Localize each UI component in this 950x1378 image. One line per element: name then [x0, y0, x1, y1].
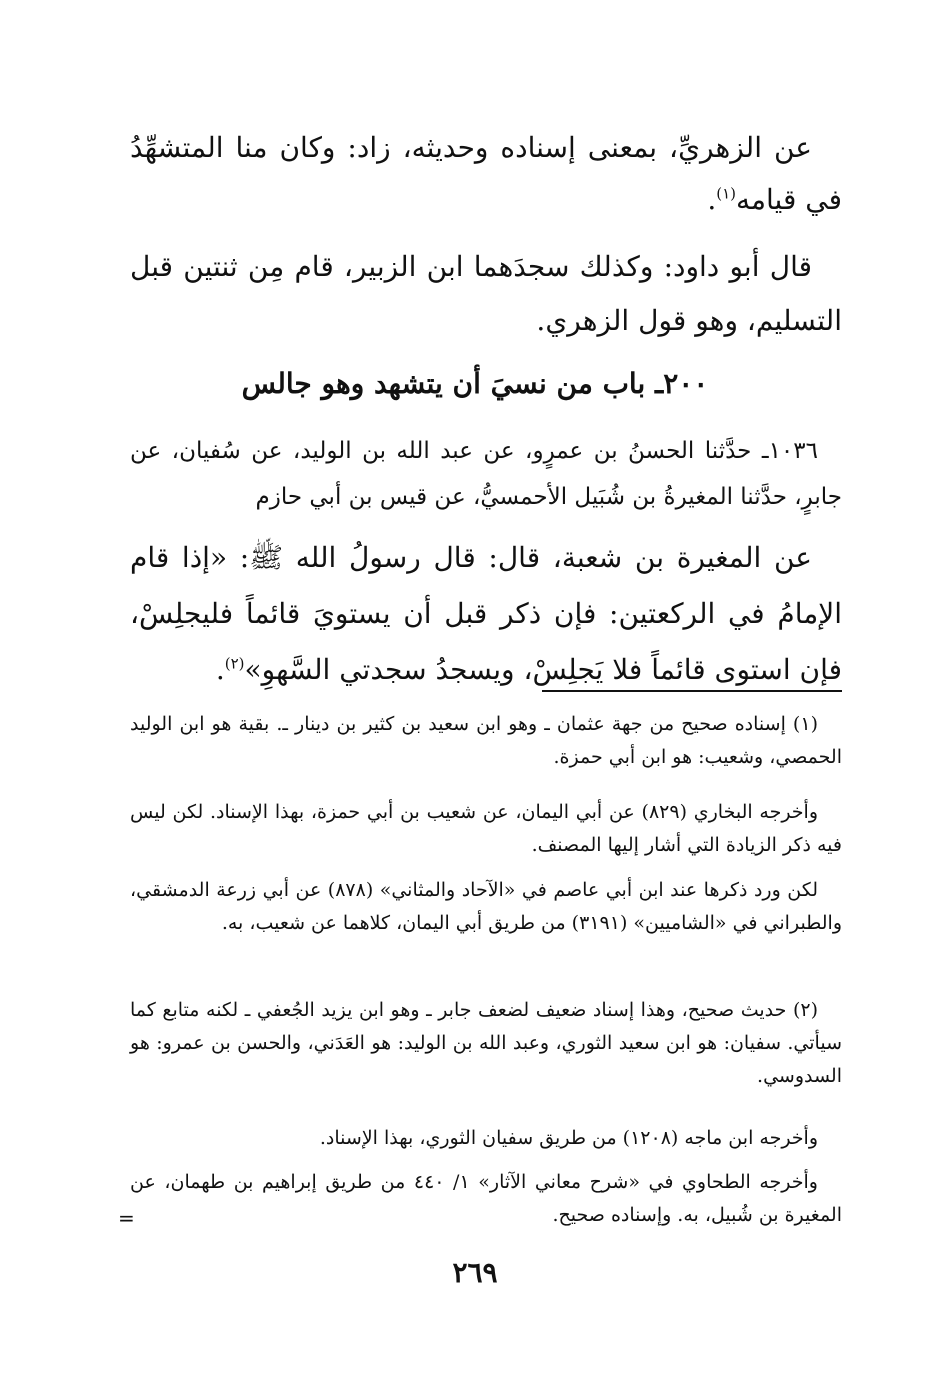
- footnote: (٢) حديث صحيح، وهذا إسناد ضعيف لضعف جابر ـ وهو ابن يزيد الجُعفي ـ لكنه متابع كما سيأتي. سفيان: هو ابن سعيد الثوري، وعبد الله بن الوليد: هو العَدَني، والحسن بن عمرو: هو السدوسي.: [130, 999, 842, 1087]
- footnote: وأخرجه البخاري (٨٢٩) عن أبي اليمان، عن شعيب بن أبي حمزة، بهذا الإسناد. لكن ليس فيه ذكر الزيادة التي أشار إليها المصنف.: [130, 801, 842, 856]
- chapter-heading: ٢٠٠ـ باب من نسيَ أن يتشهد وهو جالس: [241, 367, 709, 400]
- paragraph-abu-dawud: قال أبو داود: وكذلك سجدَهما ابن الزبير، قام مِن ثنتين قبل التسليم، وهو قول الزهري.: [130, 250, 842, 337]
- footnote: وأخرجه الطحاوي في «شرح معاني الآثار» ١/ ٤٤٠ من طريق إبراهيم بن طهمان، عن المغيرة بن شُبيل، به. وإسناده صحيح.: [130, 1171, 842, 1226]
- hadith-matn-text: عن المغيرة بن شعبة، قال: قال رسولُ الله ﷺ: «إذا قام الإمامُ في الركعتين: فإن ذكر قبل أن يستويَ قائماً فليجلِسْ، فإن استوى قائماً فلا يَجلِسْ، ويسجدُ سجدتي السَّهوِ»: [130, 541, 842, 686]
- footnote: وأخرجه ابن ماجه (١٢٠٨) من طريق سفيان الثوري، بهذا الإسناد.: [319, 1127, 818, 1149]
- footnote-reference: (١): [716, 184, 736, 203]
- footnote-reference: (٢): [224, 654, 245, 673]
- continuation-mark: =: [118, 1206, 135, 1230]
- paragraph-text: عن الزهريِّ، بمعنى إسناده وحديثه، زاد: وكان منا المتشهِّدُ في قيامه: [130, 131, 842, 216]
- footnote: (١) إسناده صحيح من جهة عثمان ـ وهو ابن سعيد بن كثير بن دينار ـ. بقية هو ابن الوليد الحمصي، وشعيب: هو ابن أبي حمزة.: [130, 713, 842, 768]
- hadith-isnad: ١٠٣٦ـ حدَّثنا الحسنُ بن عمرٍو، عن عبد الله بن الوليد، عن سُفيان، عن جابرٍ، حدَّثنا المغيرةُ بن شُبَيل الأحمسيُّ، عن قيس بن أبي حازم: [130, 438, 842, 510]
- hadith-matn: [130, 530, 842, 698]
- paragraph-continuation: [130, 122, 842, 226]
- hadith-matn-end: .: [215, 653, 225, 686]
- footnote-separator: [542, 690, 842, 692]
- footnote: لكن ورد ذكرها عند ابن أبي عاصم في «الآحاد والمثاني» (٨٧٨) عن أبي زرعة الدمشقي، والطبراني في «الشاميين» (٣١٩١) من طريق أبي اليمان، كلاهما عن شعيب، به.: [130, 879, 842, 934]
- page-number: ٢٦٩: [452, 1256, 498, 1289]
- paragraph-end: .: [707, 183, 717, 216]
